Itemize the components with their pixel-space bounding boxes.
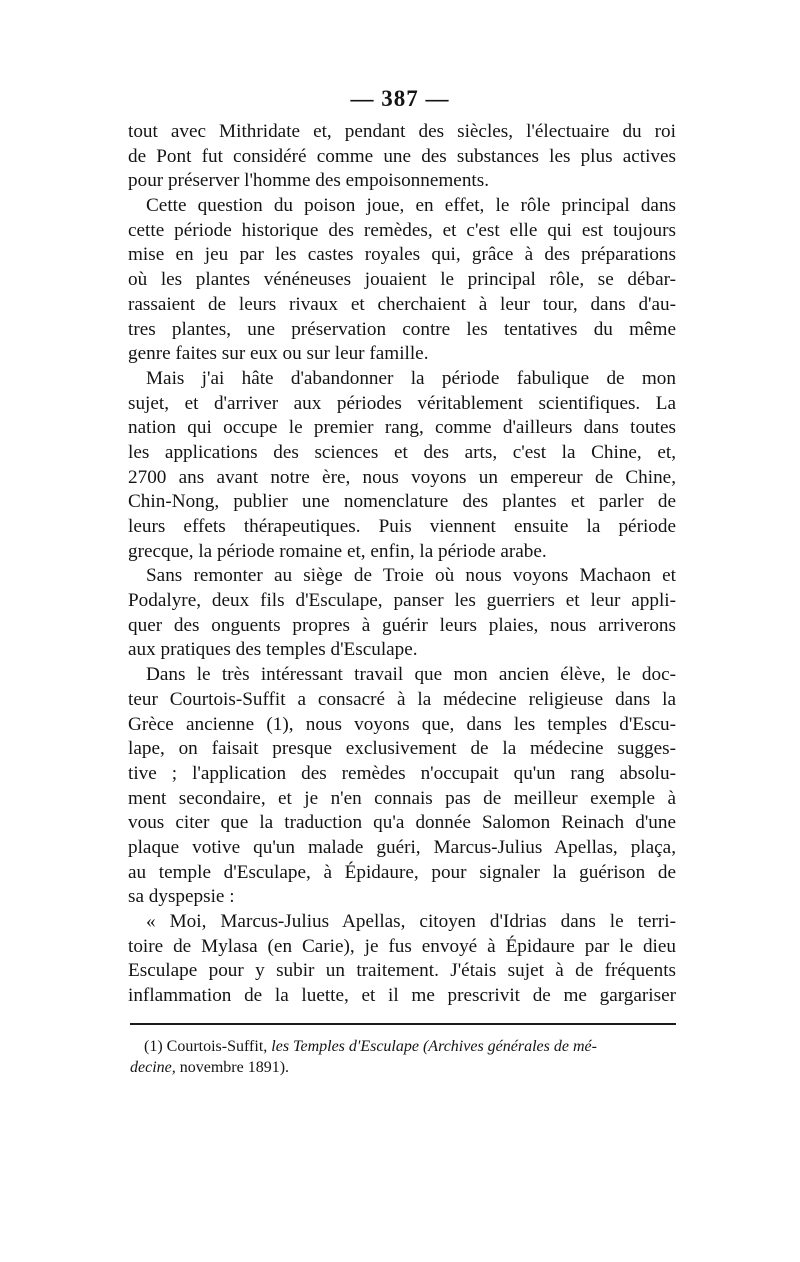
text-line: ment secondaire, et je n'en connais pas de meilleur exemple à	[128, 787, 676, 809]
text-line: pour préserver l'homme des empoisonnements.	[128, 170, 490, 192]
text-line: Cette question du poison joue, en effet, le rôle principal dans	[146, 195, 676, 217]
text-line: « Moi, Marcus-Julius Apellas, citoyen d'Idrias dans le terri-	[146, 911, 676, 932]
text-line: genre faites sur eux ou sur leur famille.	[128, 343, 429, 365]
text-line: grecque, la période romaine et, enfin, la période arabe.	[128, 540, 547, 562]
footnote-source-end: decine,	[130, 1059, 176, 1076]
footnote-line	[130, 1036, 676, 1057]
text-line: vous citer que la traduction qu'a donnée Salomon Reinach d'une	[128, 812, 676, 834]
footnote-line	[130, 1057, 676, 1078]
footnote-divider	[130, 1023, 676, 1025]
text-line: toire de Mylasa (en Carie), je fus envoyé à Épidaure par le dieu	[128, 935, 676, 957]
footnote-title: les Temples d'Esculape	[271, 1038, 419, 1055]
text-line: tres plantes, une préservation contre les tentatives du même	[128, 318, 676, 340]
footnote-date: novembre 1891).	[179, 1059, 290, 1076]
text-line: Sans remonter au siège de Troie où nous voyons Machaon et	[146, 565, 676, 587]
text-line: mise en jeu par les castes royales qui, grâce à des préparations	[128, 244, 676, 266]
text-line: sa dyspepsie :	[128, 886, 235, 908]
text-line: sujet, et d'arriver aux périodes véritablement scientifiques. La	[128, 392, 676, 414]
text-line: de Pont fut considéré comme une des substances les plus actives	[128, 145, 676, 167]
text-line: aux pratiques des temples d'Esculape.	[128, 639, 418, 661]
text-line: Esculape pour y subir un traitement. J'étais sujet à de fréquents	[128, 960, 676, 982]
text-line: nation qui occupe le premier rang, comme d'ailleurs dans toutes	[128, 417, 676, 439]
text-line: les applications des sciences et des arts, c'est la Chine, et,	[128, 441, 676, 463]
text-line: Grèce ancienne (1), nous voyons que, dans les temples d'Escu-	[128, 713, 676, 735]
text-line: tout avec Mithridate et, pendant des siècles, l'électuaire du roi	[128, 121, 676, 142]
text-line: 2700 ans avant notre ère, nous voyons un empereur de Chine,	[128, 466, 676, 488]
text-line: Chin-Nong, publier une nomenclature des plantes et parler de	[128, 491, 676, 513]
text-line: plaque votive qu'un malade guéri, Marcus-Julius Apellas, plaça,	[128, 836, 676, 858]
text-line: au temple d'Esculape, à Épidaure, pour signaler la guérison de	[128, 861, 676, 883]
page-number: — 387 —	[350, 86, 450, 111]
text-line: cette période historique des remèdes, et c'est elle qui est toujours	[128, 219, 676, 241]
footnote-marker: (1)	[144, 1038, 163, 1055]
body-text	[128, 120, 676, 1009]
footnote-source: (Archives générales de mé-	[422, 1038, 597, 1055]
text-line: teur Courtois-Suffit a consacré à la médecine religieuse dans la	[128, 688, 676, 710]
footnote-author: Courtois-Suffit,	[166, 1038, 268, 1055]
text-line: Mais j'ai hâte d'abandonner la période fabulique de mon	[146, 367, 676, 389]
text-line: Dans le très intéressant travail que mon ancien élève, le doc-	[146, 664, 676, 686]
text-line: Podalyre, deux fils d'Esculape, panser les guerriers et leur appli-	[128, 590, 676, 612]
footnote	[130, 1036, 676, 1078]
text-line: lape, on faisait presque exclusivement de la médecine sugges-	[128, 738, 676, 760]
text-line: inflammation de la luette, et il me prescrivit de me gargariser	[128, 985, 676, 1007]
text-line: tive ; l'application des remèdes n'occupait qu'un rang absolu-	[128, 762, 676, 784]
text-line: où les plantes vénéneuses jouaient le principal rôle, se débar-	[128, 269, 676, 291]
text-line: quer des onguents propres à guérir leurs plaies, nous arriverons	[128, 614, 676, 636]
text-line: leurs effets thérapeutiques. Puis viennent ensuite la période	[128, 516, 676, 537]
text-line: rassaient de leurs rivaux et cherchaient à leur tour, dans d'au-	[128, 293, 676, 315]
